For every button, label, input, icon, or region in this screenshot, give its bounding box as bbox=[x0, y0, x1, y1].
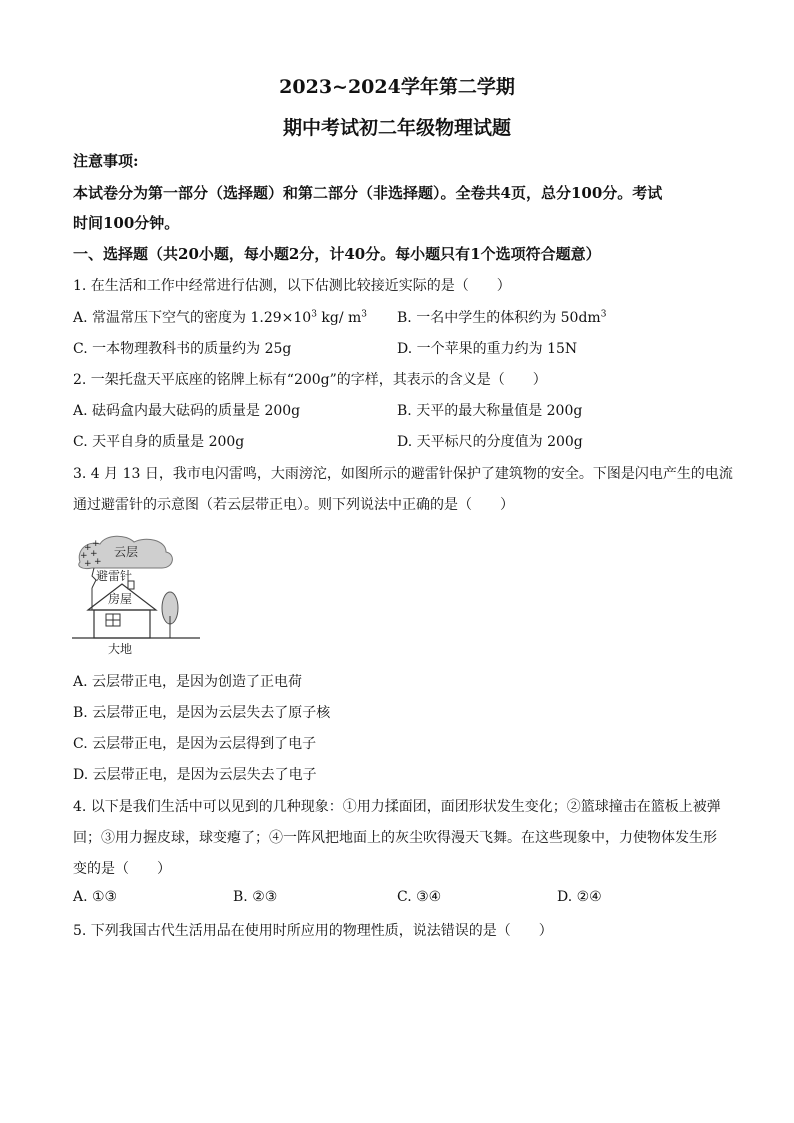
question-3-stem-line-1: 3. 4 月 13 日，我市电闪雷鸣，大雨滂沱，如图所示的避雷针保护了建筑物的安全。下图是闪电产生的电流 bbox=[73, 466, 733, 482]
question-3-option-d: D. 云层带正电，是因为云层失去了电子 bbox=[73, 767, 317, 783]
question-4-stem-line-3: 变的是（ ） bbox=[73, 861, 171, 877]
question-1-option-b: B. 一名中学生的体积约为 $50dm^3$ bbox=[397, 309, 607, 326]
question-4-option-c: C. ③④ bbox=[397, 889, 442, 905]
house-label: 房屋 bbox=[108, 592, 133, 606]
ground-label: 大地 bbox=[108, 642, 133, 656]
cloud-label: 云层 bbox=[114, 545, 139, 559]
exam-title-year: 2023~2024学年第二学期 bbox=[279, 76, 515, 98]
svg-text:+: + bbox=[94, 557, 102, 567]
rod-label: 避雷针 bbox=[96, 569, 133, 583]
svg-text:+: + bbox=[90, 549, 98, 559]
question-3-option-c: C. 云层带正电，是因为云层得到了电子 bbox=[73, 736, 317, 752]
section-1-heading: 一、选择题（共20小题，每小题2分，计40分。每小题只有1个选项符合题意） bbox=[73, 245, 601, 263]
question-1-option-a: A. 常温常压下空气的密度为 $1.29\times 10^3$ kg/ $m^3$ bbox=[73, 309, 367, 326]
question-2-option-c: C. 天平自身的质量是 200g bbox=[73, 434, 245, 450]
question-3-stem-line-2: 通过避雷针的示意图（若云层带正电）。则下列说法中正确的是（ ） bbox=[73, 497, 514, 513]
svg-text:+: + bbox=[92, 539, 100, 549]
house-walls bbox=[94, 610, 150, 638]
question-1-option-c: C. 一本物理教科书的质量约为 25g bbox=[73, 341, 292, 357]
question-4-stem-line-2: 回；③用力握皮球，球变瘪了；④一阵风把地面上的灰尘吹得漫天飞舞。在这些现象中，力使物体发生形 bbox=[73, 830, 717, 846]
notice-line-2: 时间100分钟。 bbox=[73, 214, 180, 232]
svg-text:+: + bbox=[84, 559, 92, 569]
question-2-option-b: B. 天平的最大称量值是 200g bbox=[397, 403, 583, 419]
question-4-option-b: B. ②③ bbox=[233, 889, 278, 905]
question-2-option-a: A. 砝码盒内最大砝码的质量是 200g bbox=[73, 403, 301, 419]
notice-line-1: 本试卷分为第一部分（选择题）和第二部分（非选择题）。全卷共4页，总分100分。考试 bbox=[73, 184, 663, 202]
lightning-rod-figure bbox=[70, 532, 205, 657]
question-3-option-b: B. 云层带正电，是因为云层失去了原子核 bbox=[73, 705, 331, 721]
question-3-option-a: A. 云层带正电，是因为创造了正电荷 bbox=[73, 674, 303, 690]
question-4-stem-line-1: 4. 以下是我们生活中可以见到的几种现象：①用力揉面团，面团形状发生变化；②篮球撞击在篮板上被弹 bbox=[73, 799, 721, 815]
question-5-stem: 5. 下列我国古代生活用品在使用时所应用的物理性质，说法错误的是（ ） bbox=[73, 923, 553, 939]
question-1-option-d: D. 一个苹果的重力约为 15N bbox=[397, 341, 578, 357]
question-1-stem: 1. 在生活和工作中经常进行估测，以下估测比较接近实际的是（ ） bbox=[73, 278, 511, 294]
exam-title-subject: 期中考试初二年级物理试题 bbox=[282, 117, 511, 139]
question-2-stem: 2. 一架托盘天平底座的铭牌上标有“200g”的字样，其表示的含义是（ ） bbox=[73, 372, 547, 388]
question-2-option-d: D. 天平标尺的分度值为 200g bbox=[397, 434, 583, 450]
question-4-option-a: A. ①③ bbox=[73, 889, 118, 905]
svg-text:+: + bbox=[80, 551, 88, 561]
notice-heading: 注意事项: bbox=[73, 152, 139, 170]
svg-text:+: + bbox=[84, 543, 92, 553]
question-4-option-d: D. ②④ bbox=[557, 889, 602, 905]
